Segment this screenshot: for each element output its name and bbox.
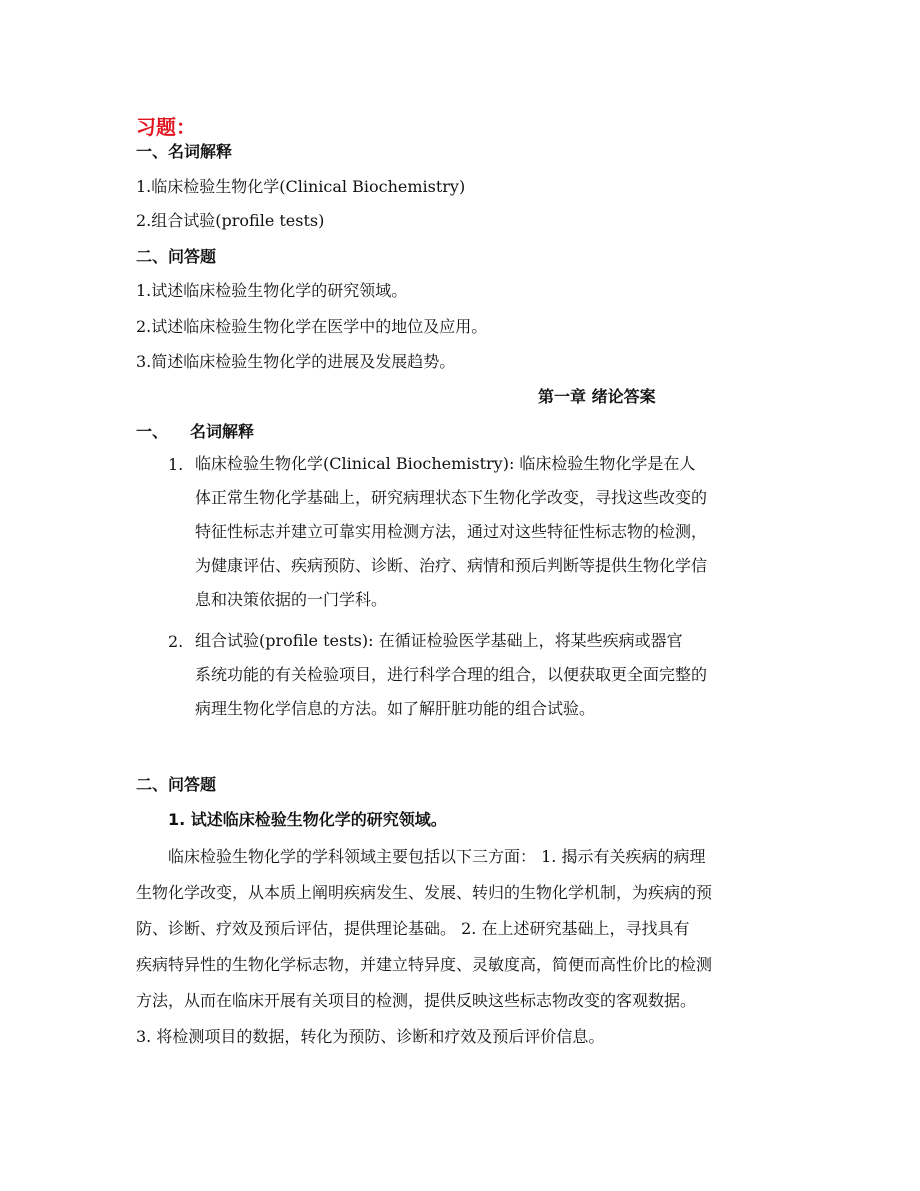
question-item-2: 2.试述临床检验生物化学在医学中的地位及应用。 [136, 317, 488, 336]
answer-body-line: 疾病特异性的生物化学标志物，并建立特异度、灵敏度高，简便而高性价比的检测 [136, 955, 713, 974]
answer-term-1-line: 临床检验生物化学(Clinical Biochemistry): 临床检验生物化学是在人 [195, 454, 696, 473]
answer-term-1-text [195, 447, 707, 617]
section2-heading: 二、问答题 [136, 247, 217, 266]
answer-body-line: 防、诊断、疗效及预后评估，提供理论基础。 2. 在上述研究基础上，寻找具有 [136, 919, 690, 938]
chapter-title: 第一章 绪论答案 [538, 387, 656, 406]
question-item-1: 1.试述临床检验生物化学的研究领域。 [136, 281, 408, 300]
answer-term-1-line: 体正常生物化学基础上，研究病理状态下生物化学改变，寻找这些改变的 [195, 488, 708, 507]
answer-term-2-line: 病理生物化学信息的方法。如了解肝脏功能的组合试验。 [195, 699, 596, 718]
section1-heading: 一、名词解释 [136, 142, 233, 161]
answer-body-line: 临床检验生物化学的学科领域主要包括以下三方面： 1. 揭示有关疾病的病理 [168, 847, 706, 866]
answer-term-1-line: 特征性标志并建立可靠实用检测方法，通过对这些特征性标志物的检测， [195, 522, 708, 541]
answer-body-line: 3. 将检测项目的数据，转化为预防、诊断和疗效及预后评价信息。 [136, 1027, 605, 1046]
answer-body-line: 方法，从而在临床开展有关项目的检测，提供反映这些标志物改变的客观数据。 [136, 991, 697, 1010]
answers-section2-heading: 二、问答题 [136, 775, 217, 794]
question-item-3: 3.简述临床检验生物化学的进展及发展趋势。 [136, 352, 456, 371]
answer-term-2-line: 系统功能的有关检验项目，进行科学合理的组合，以便获取更全面完整的 [195, 665, 708, 684]
answer-term-2-text [195, 624, 707, 726]
term-item-2: 2.组合试验(profile tests) [136, 211, 325, 230]
exercises-title: 习题： [136, 115, 196, 139]
answers-section1-number: 一、 [136, 422, 169, 441]
answer-term-1-number: 1. [168, 455, 184, 474]
term-item-1: 1.临床检验生物化学(Clinical Biochemistry) [136, 177, 466, 196]
answer-term-1-line: 息和决策依据的一门学科。 [195, 590, 388, 609]
answer-term-2-line: 组合试验(profile tests): 在循证检验医学基础上，将某些疾病或器官 [195, 631, 683, 650]
answer-question-1-body [136, 839, 712, 1055]
answer-body-line: 生物化学改变，从本质上阐明疾病发生、发展、转归的生物化学机制，为疾病的预 [136, 883, 713, 902]
answer-term-2-number: 2. [168, 632, 184, 651]
answer-term-1-line: 为健康评估、疾病预防、诊断、治疗、病情和预后判断等提供生物化学信 [195, 556, 708, 575]
answers-section1-heading: 名词解释 [190, 422, 255, 441]
answer-question-1: 1. 试述临床检验生物化学的研究领域。 [168, 810, 447, 829]
